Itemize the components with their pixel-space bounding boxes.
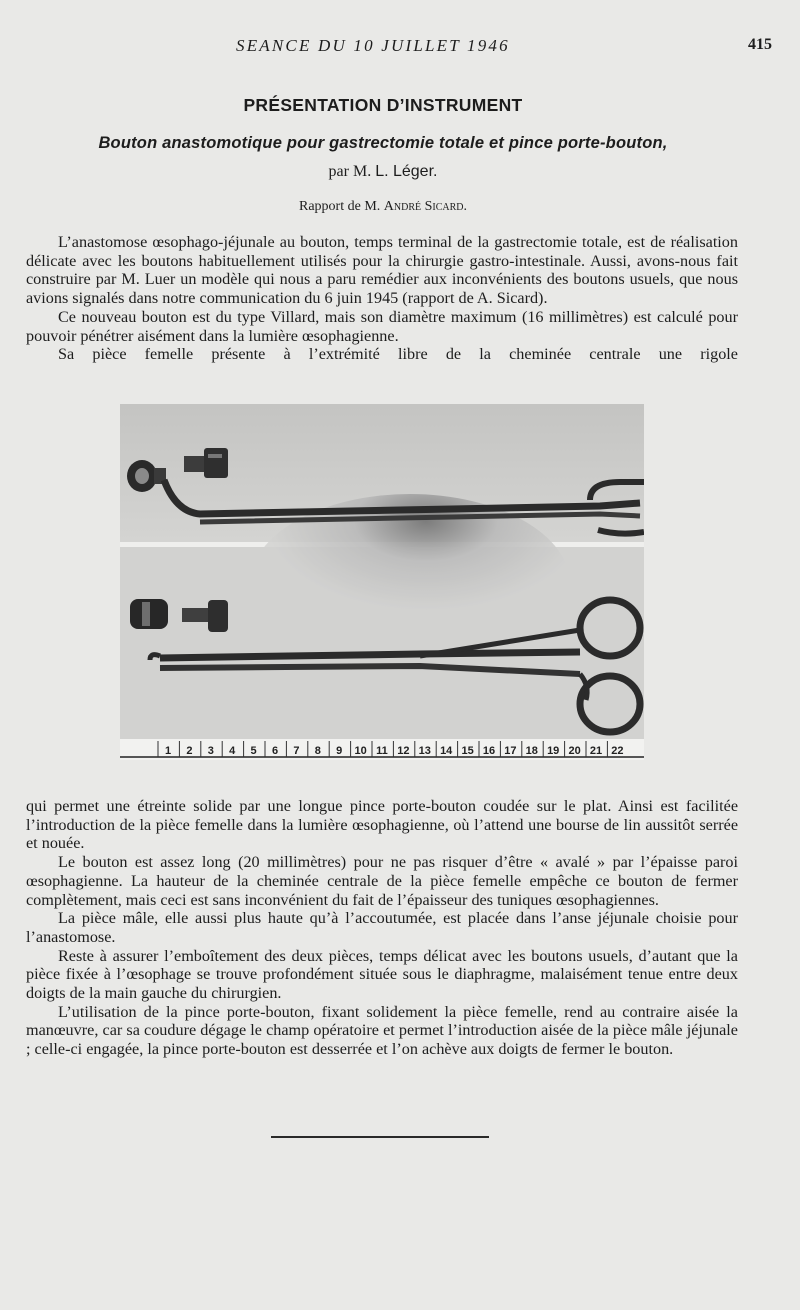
ruler-tick-label: 22	[611, 745, 624, 757]
ruler-tick-label: 5	[250, 745, 257, 757]
ruler-tick-label: 1	[164, 745, 172, 757]
ruler	[120, 739, 644, 760]
instrument-photograph	[120, 404, 644, 760]
paragraph: La pièce mâle, elle aussi plus haute qu’à l’accoutumée, est placée dans l’anse jéjunale choisie pour l’anastomose.	[26, 909, 738, 946]
byline-prefix: par M.	[328, 163, 372, 180]
byline	[0, 163, 766, 181]
paragraph: Reste à assurer l’emboîtement des deux pièces, temps délicat avec les boutons usuels, d’autant que la pièce fixée à l’œsophage se trouve profondément située sous le diaphragme, malaisément tenue entre deux doigts de la main gauche du chirurgien.	[26, 946, 738, 1003]
paragraph: qui permet une étreinte solide par une longue pince porte-bouton coudée sur le plat. Ainsi est facilitée l’introduction de la pièce femelle dans la lumière œsophagienne, où l’attend une bourse de lin aussitôt serrée et nouée.	[26, 797, 738, 853]
ruler-tick-label: 6	[271, 745, 279, 757]
report-line	[0, 199, 766, 215]
body-text-before-figure	[26, 233, 738, 364]
ruler-tick-label: 13	[418, 745, 431, 757]
section-title: PRÉSENTATION D’INSTRUMENT	[243, 95, 523, 115]
ruler-tick-label: 2	[186, 745, 193, 757]
paragraph: L’anastomose œsophago-jéjunale au bouton, temps terminal de la gastrectomie totale, est de réalisation délicate avec les boutons habituellement utilisés pour la chirurgie gastro-intestinale. Aussi, avons-nous fait construire par M. Luer un modèle qui nous a paru remédier aux inconvénients des boutons usuels, que nous avions signalés dans notre communication du 6 juin 1945 (rapport de A. Sicard).	[26, 233, 738, 308]
running-head	[0, 36, 800, 60]
paragraph: Le bouton est assez long (20 millimètres) pour ne pas risquer d’être « avalé » par l’épaisse paroi œsophagienne. La hauteur de la cheminée centrale de la pièce femelle empêche ce bouton de fermer complètement, mais ceci est sans inconvénient du fait de l’épaisseur des tuniques œsophagiennes.	[26, 853, 738, 909]
photograph-svg	[120, 404, 644, 760]
ruler-tick-label: 9	[336, 745, 343, 757]
ruler-tick-label: 4	[229, 745, 236, 757]
paragraph: Ce nouveau bouton est du type Villard, mais son diamètre maximum (16 millimètres) est calculé pour pouvoir pénétrer aisément dans la lumière œsophagienne.	[26, 307, 738, 345]
ruler-tick-label: 15	[461, 745, 474, 757]
report-prefix: Rapport de M.	[299, 199, 381, 214]
ruler-tick-label: 14	[440, 745, 453, 757]
running-head-title: SEANCE DU 10 JUILLET 1946	[236, 36, 510, 55]
report-name: André Sicard.	[383, 199, 467, 214]
ruler-tick-label: 8	[314, 745, 321, 757]
ruler-tick-label: 3	[207, 745, 214, 757]
ruler-tick-label: 10	[354, 745, 367, 757]
ruler-tick-label: 21	[589, 745, 603, 757]
female-button-bottom	[130, 599, 168, 629]
page-number: 415	[748, 36, 772, 53]
ruler-tick-label: 11	[376, 745, 388, 757]
paragraph: L’utilisation de la pince porte-bouton, fixant solidement la pièce femelle, rend au contraire aisée la manœuvre, car sa coudure dégage le champ opératoire et permet l’introduction aisée de la pièce mâle jéjunale ; celle-ci engagée, la pince porte-bouton est desserrée et l’on achève aux doigts de fermer le bouton.	[26, 1002, 738, 1059]
end-rule	[271, 1136, 489, 1138]
body-text-after-figure	[26, 797, 738, 1059]
ruler-tick-label: 18	[525, 745, 538, 757]
ruler-tick-label: 7	[293, 745, 300, 757]
ruler-tick-label: 17	[504, 745, 517, 757]
ruler-tick-label: 20	[568, 745, 581, 757]
byline-author: L. Léger.	[375, 163, 438, 180]
ruler-tick-label: 16	[482, 745, 496, 757]
ruler-tick-label: 12	[397, 745, 410, 757]
article-title: Bouton anastomotique pour gastrectomie totale et pince porte-bouton,	[98, 134, 668, 152]
ruler-tick-label: 19	[547, 745, 560, 757]
paragraph: Sa pièce femelle présente à l’extrémité libre de la cheminée centrale une rigole	[58, 345, 738, 364]
